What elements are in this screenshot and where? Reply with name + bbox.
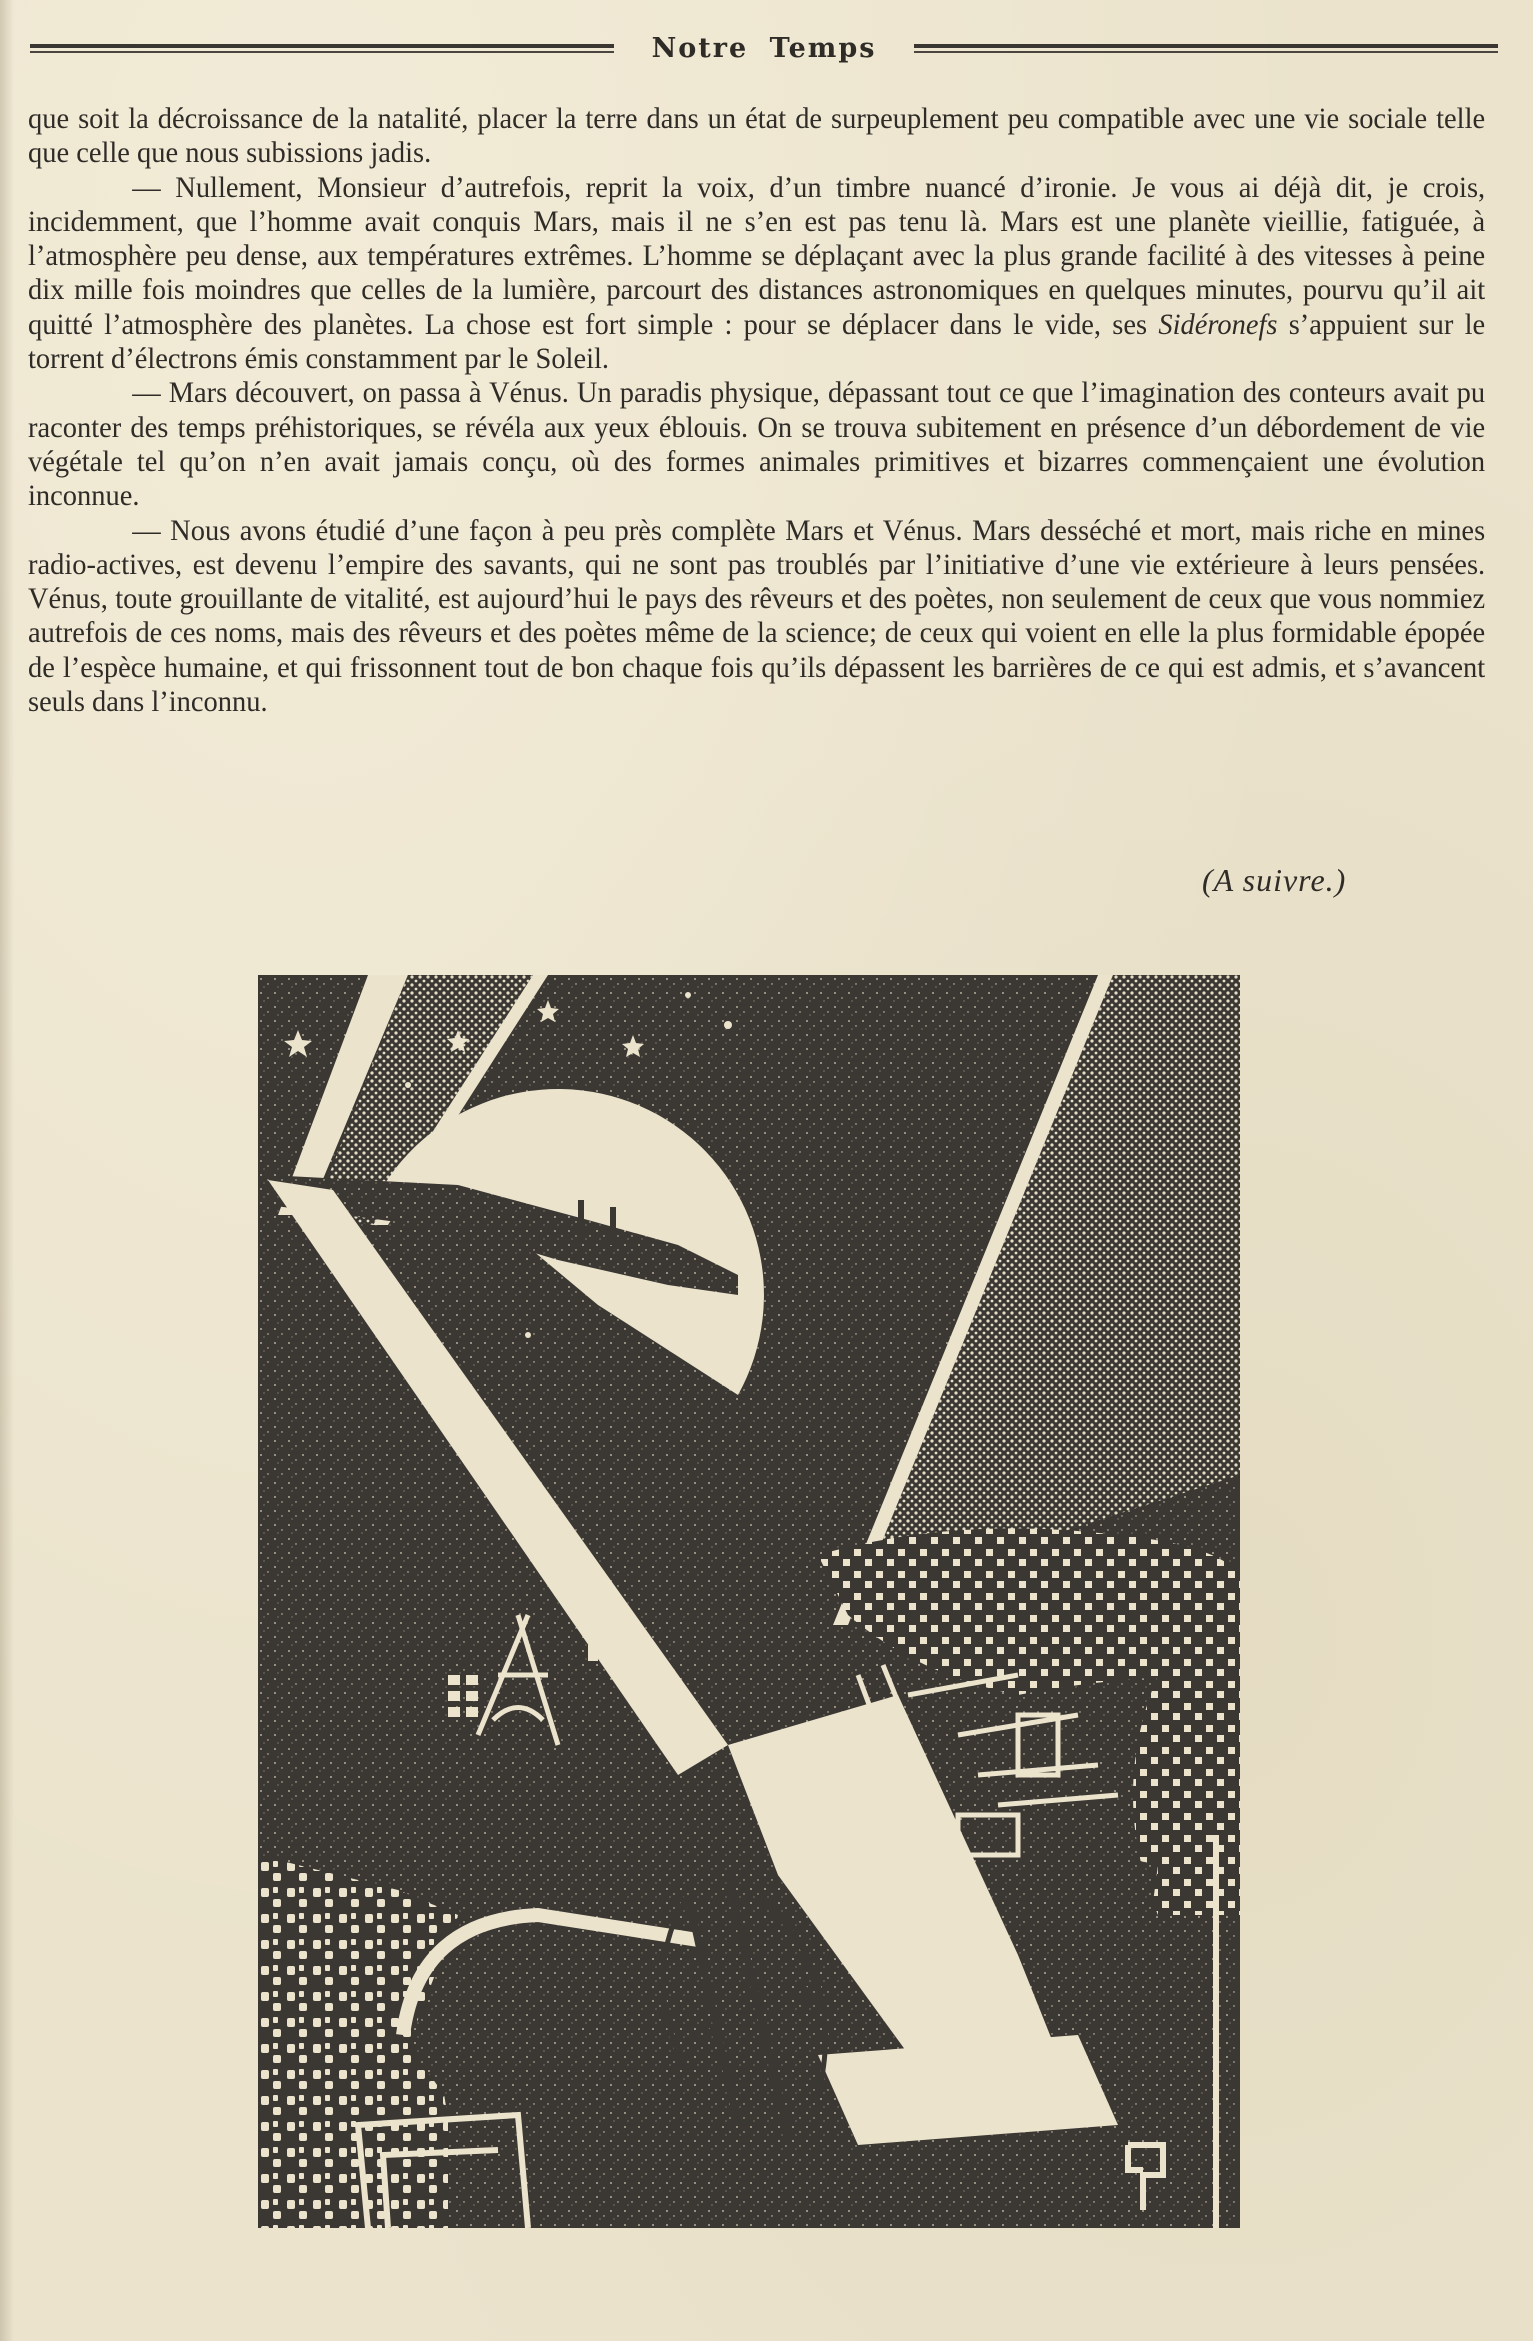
continuation-note: (A suivre.) — [1202, 862, 1347, 898]
header-rule-left — [30, 44, 614, 53]
spaceship-mast-2 — [610, 1207, 616, 1245]
woodcut-svg — [258, 975, 1240, 2228]
woodcut-illustration — [258, 975, 1240, 2228]
paragraph-2-text-a: — Nullement, Monsieur d’autrefois, reprit la voix, d’un timbre nuancé d’ironie. Je vous ai déjà dit, je crois, incidemment, que l’homme avait conquis Mars, mais il ne s’en est pas tenu là. Mars est une planète vieillie, fatiguée, à l’atmosphère peu dense, aux températures extrêmes. L’homme se déplaçant avec la plus grande facilité à des vitesses à peine dix mille fois moindres que celles de la lumière, parcourt des distances astronomiques en quelques minutes, pourvu qu’il ait quitté l’atmosphère des planètes. La chose est fort simple : pour se déplacer dans le vide, ses — [28, 171, 1486, 341]
italic-term-sideronefs: Sidéronefs — [1158, 308, 1278, 341]
paragraph-3: — Mars découvert, on passa à Vénus. Un paradis physique, dépassant tout ce que l’imagination des conteurs avait pu raconter des temps préhistoriques, se révéla aux yeux éblouis. On se trouva subitement en présence d’un débordement de vie végétale tel qu’on n’en avait jamais conçu, où des formes animales primitives et bizarres commençaient une évolution inconnue. — [28, 377, 1486, 513]
paragraph-2 — [28, 171, 1485, 377]
paragraph-1: que soit la décroissance de la natalité, placer la terre dans un état de surpeuplement peu compatible avec une vie sociale telle que celle que nous subissions jadis. — [28, 103, 1486, 170]
page-edge-shadow — [0, 0, 14, 2341]
running-header — [30, 28, 1498, 68]
paragraph-2-text-b: s’appuient sur le torrent d’électrons émis constamment par le Soleil. — [28, 308, 1486, 376]
paragraph-4: — Nous avons étudié d’une façon à peu près complète Mars et Vénus. Mars desséché et mort, mais riche en mines radio-actives, est devenu l’empire des savants, qui ne sont pas troublés par l’initiative d’une vie extérieure à leurs pensées. Vénus, toute grouillante de vitalité, est aujourd’hui le pays des rêveurs et des poètes, non seulement de ceux que vous nommiez autrefois de ces noms, mais des rêveurs et des poètes même de la science; de ceux qui voient en elle la plus formidable épopée de l’espèce humaine, et qui frissonnent tout de bon chaque fois qu’ils dépassent les barrières de ce qui est admis, et s’avancent seuls dans l’inconnu. — [28, 514, 1486, 719]
toothed-border-right — [1213, 1835, 1219, 2228]
header-rule-right — [914, 44, 1498, 53]
article-body — [28, 102, 1485, 719]
journal-title: Notre Temps — [651, 32, 877, 64]
spaceship-mast-1 — [578, 1200, 584, 1240]
